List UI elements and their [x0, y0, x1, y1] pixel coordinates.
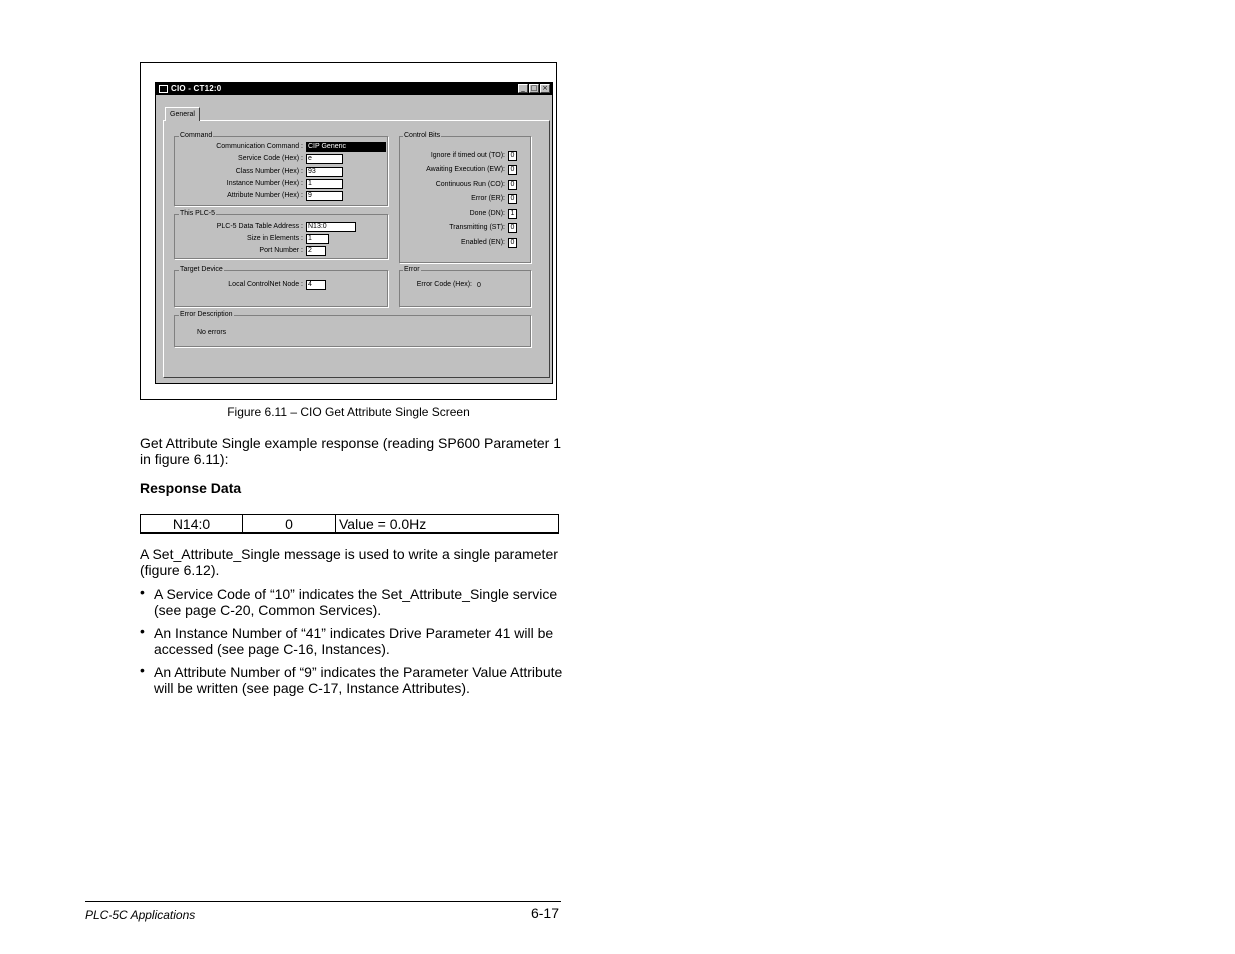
instance-number-label: Instance Number (Hex) :	[226, 180, 303, 187]
intro-paragraph: Get Attribute Single example response (reading SP600 Parameter 1 in figure 6.11):	[140, 435, 562, 467]
port-number-label: Port Number :	[259, 247, 303, 254]
error-description-group	[174, 315, 531, 347]
continuous-run-label: Continuous Run (CO):	[435, 181, 505, 188]
target-device-group-label: Target Device	[180, 266, 223, 273]
window-title: CIO - CT12:0	[171, 84, 222, 93]
list-item-text: An Attribute Number of “9” indicates the Parameter Value Attribute will be written (see page C-17, Instance Attributes).	[154, 664, 563, 696]
data-table-address-label: PLC-5 Data Table Address :	[216, 223, 303, 230]
error-code-value: 0	[477, 282, 481, 289]
error-description-text: No errors	[197, 329, 227, 336]
data-table-address-field[interactable]: N13:0	[306, 222, 356, 232]
communication-command-label: Communication Command :	[216, 143, 303, 150]
instance-number-field[interactable]: 1	[306, 179, 343, 189]
done-bit-label: Done (DN):	[469, 210, 505, 217]
set-attribute-paragraph: A Set_Attribute_Single message is used to write a single parameter (figure 6.12).	[140, 546, 558, 578]
error-group-label: Error	[404, 266, 420, 273]
class-number-label: Class Number (Hex) :	[235, 168, 303, 175]
list-item-text: An Instance Number of “41” indicates Drive Parameter 41 will be accessed (see page C-16, Instances).	[154, 625, 554, 657]
attribute-number-field[interactable]: 9	[306, 191, 343, 201]
service-code-field[interactable]: e	[306, 154, 343, 164]
bullet-icon: •	[140, 584, 145, 600]
cio-dialog-window	[155, 82, 553, 384]
description-cell: Value = 0.0Hz	[336, 515, 559, 534]
ignore-timed-out-label: Ignore if timed out (TO):	[430, 152, 505, 159]
this-plc-group-label: This PLC-5	[180, 210, 216, 217]
minimize-icon[interactable]: _	[518, 84, 528, 93]
title-bar	[156, 83, 552, 95]
attribute-number-label: Attribute Number (Hex) :	[227, 192, 303, 199]
local-controlnet-node-field[interactable]: 4	[306, 280, 326, 290]
window-icon	[159, 85, 168, 93]
transmitting-label: Transmitting (ST):	[449, 224, 505, 231]
command-group-label: Command	[180, 132, 213, 139]
bullet-icon: •	[140, 623, 145, 639]
response-data-table	[140, 514, 559, 534]
response-data-heading: Response Data	[140, 480, 242, 496]
communication-command-field[interactable]: CIP Generic	[306, 142, 386, 152]
maximize-icon[interactable]: □	[530, 84, 538, 92]
close-icon[interactable]: ×	[540, 84, 550, 93]
error-code-label: Error Code (Hex):	[416, 281, 472, 288]
transmitting-checkbox[interactable]: 0	[508, 223, 517, 233]
size-in-elements-label: Size in Elements :	[246, 235, 303, 242]
ignore-timed-out-checkbox[interactable]: 0	[508, 151, 517, 161]
tab-general[interactable]: General	[165, 107, 200, 121]
done-bit-checkbox[interactable]: 1	[508, 209, 517, 219]
error-description-group-label: Error Description	[180, 311, 233, 318]
footer-section-title: PLC-5C Applications	[85, 908, 196, 922]
list-item-text: A Service Code of “10” indicates the Set_Attribute_Single service (see page C-20, Common Services).	[154, 586, 558, 618]
page-number: 6-17	[530, 905, 559, 921]
size-in-elements-field[interactable]: 1	[306, 234, 329, 244]
continuous-run-checkbox[interactable]: 0	[508, 180, 517, 190]
figure-caption: Figure 6.11 – CIO Get Attribute Single Screen	[227, 405, 470, 419]
error-bit-label: Error (ER):	[471, 195, 505, 202]
address-cell: N14:0	[141, 515, 243, 534]
awaiting-execution-label: Awaiting Execution (EW):	[426, 166, 505, 173]
value-cell: 0	[243, 515, 336, 534]
port-number-field[interactable]: 2	[306, 246, 326, 256]
error-bit-checkbox[interactable]: 0	[508, 194, 517, 204]
class-number-field[interactable]: 93	[306, 167, 343, 177]
local-controlnet-node-label: Local ControlNet Node :	[228, 281, 303, 288]
enabled-checkbox[interactable]: 0	[508, 238, 517, 248]
bullet-icon: •	[140, 662, 145, 678]
table-row	[141, 515, 559, 534]
enabled-label: Enabled (EN):	[461, 239, 505, 246]
control-bits-group-label: Control Bits	[404, 132, 441, 139]
footer-rule	[85, 901, 561, 902]
awaiting-execution-checkbox[interactable]: 0	[508, 165, 517, 175]
service-code-label: Service Code (Hex) :	[238, 155, 303, 162]
